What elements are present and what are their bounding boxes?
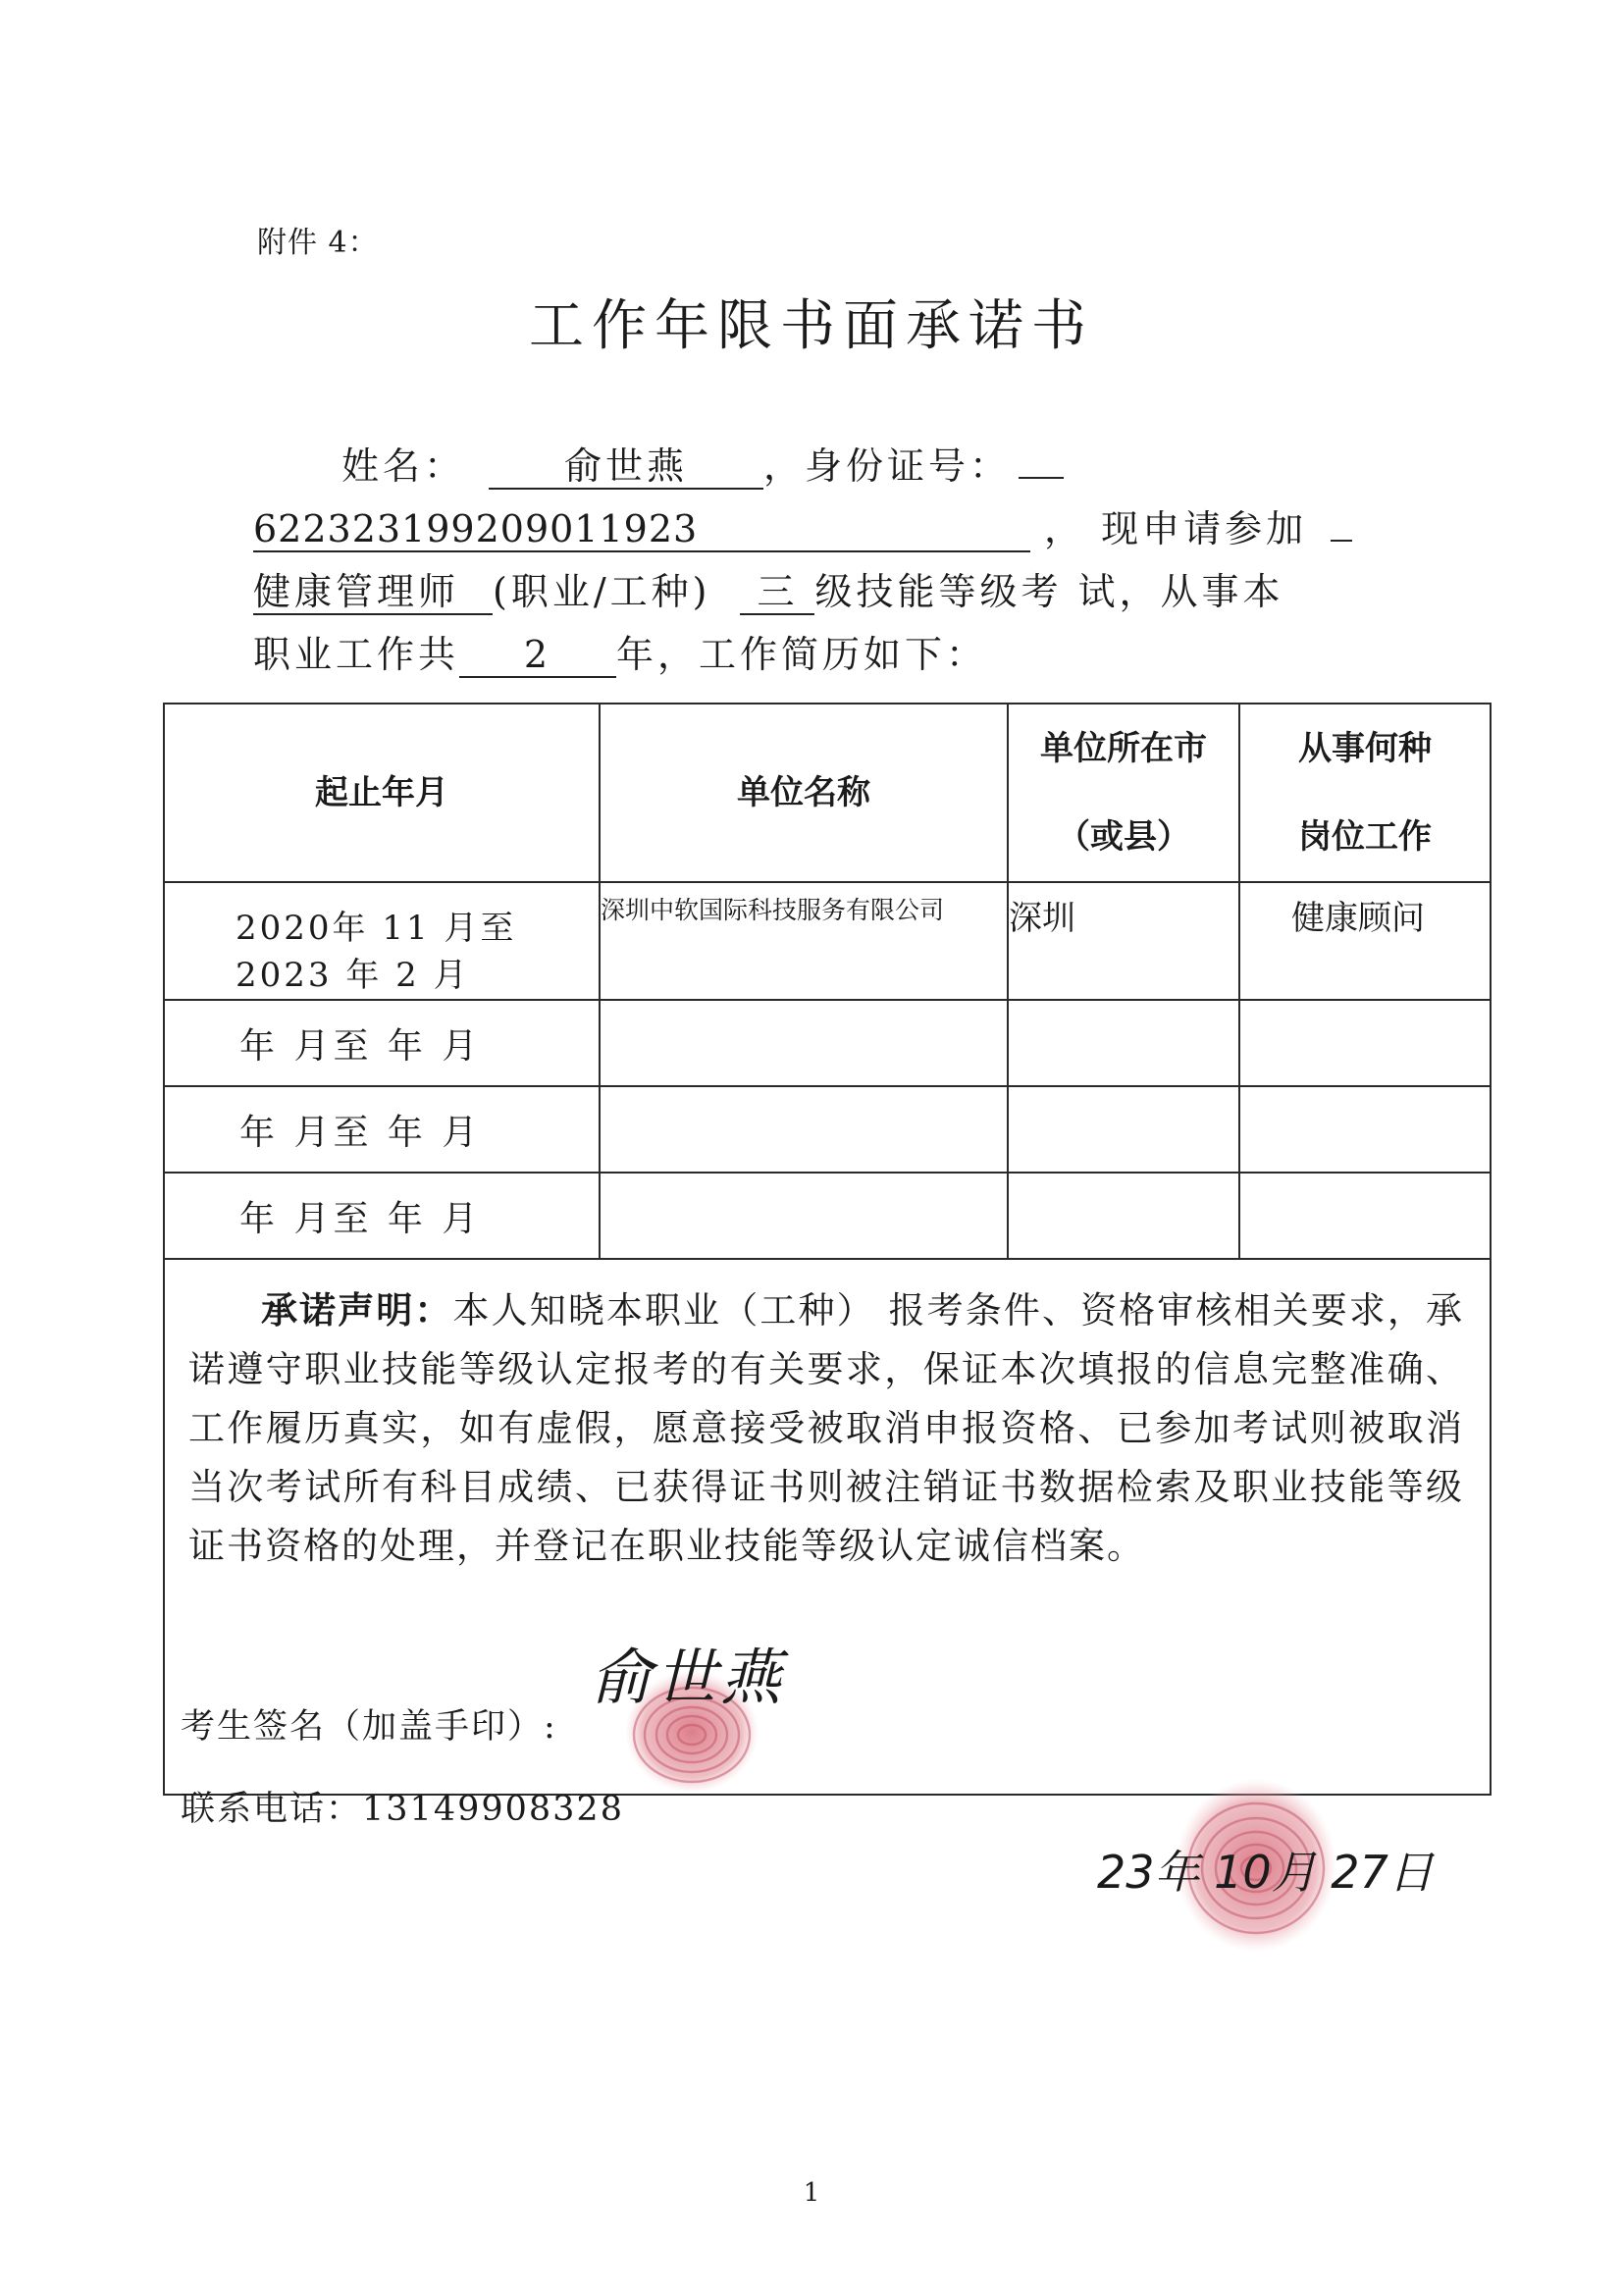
attachment-label: 附件 4：: [257, 226, 379, 260]
signature-row: [181, 1699, 557, 1748]
row1-city: 深圳: [1008, 882, 1239, 1000]
signature-label: 考生签名（加盖手印）:: [181, 1707, 557, 1747]
intro-line-1: [341, 436, 1064, 490]
row3-period: 年 月至 年 月: [164, 1086, 600, 1173]
commitment-body: 本人知晓本职业（工种） 报考条件、资格审核相关要求，承诺遵守职业技能等级认定报考的有关要求，保证本次填报的信息完整准确、工作履历真实，如有虚假，愿意接受被取消申报资格、已参加考试则被取消当次考试所有科目成绩、已获得证书则被注销证书数据检索及职业技能等级证书资格的处理，并登记在职业技能等级认定诚信档案。: [188, 1289, 1465, 1567]
document-title: 工作年限书面承诺书: [529, 294, 1094, 358]
row4-company: [600, 1173, 1008, 1259]
handwritten-date: 23年 10月 27日: [1097, 1846, 1434, 1899]
table-row: [164, 1000, 1491, 1086]
header-city: [1008, 704, 1239, 882]
level-suffix: 级技能等级考 试，从事本: [814, 570, 1284, 613]
occupation-suffix: (职业/工种): [493, 570, 711, 613]
row1-post: 健康顾问: [1239, 882, 1491, 1000]
page-number: 1: [803, 2178, 820, 2208]
row4-city: [1008, 1173, 1239, 1259]
row4-period: 年 月至 年 月: [164, 1173, 600, 1259]
row3-company: [600, 1086, 1008, 1173]
intro-line-3: [253, 561, 1284, 615]
occupation-field: 健康管理师: [253, 572, 493, 615]
commitment-row: [164, 1259, 1491, 1795]
years-suffix: 年，工作简历如下：: [616, 633, 988, 676]
work-history-table: [163, 703, 1492, 1829]
header-post: [1239, 704, 1491, 882]
handwritten-signature: 俞世燕: [591, 1642, 786, 1713]
id-field-start: [1019, 477, 1064, 479]
commitment-statement: [188, 1281, 1464, 1576]
commitment-cell: [164, 1259, 1491, 1829]
id-field: 622323199209011923: [253, 509, 1030, 552]
name-field: 俞世燕: [489, 446, 763, 490]
row1-period-line2: 2023 年 2 月: [236, 956, 470, 995]
row1-period: [164, 882, 600, 1000]
phone-label: 联系电话：: [181, 1790, 363, 1829]
row2-company: [600, 1000, 1008, 1086]
row1-company: 深圳中软国际科技服务有限公司: [600, 882, 1008, 1000]
table-row: [164, 1086, 1491, 1173]
header-period: 起止年月: [164, 704, 600, 882]
phone-row: [181, 1782, 624, 1831]
years-field: 2: [459, 635, 616, 678]
row1-period-line1: 2020年 11 月至: [236, 909, 517, 948]
row2-period: 年 月至 年 月: [164, 1000, 600, 1086]
years-prefix: 职业工作共: [253, 633, 460, 676]
table-row: [164, 1173, 1491, 1259]
header-post-line1: 从事何种: [1298, 729, 1432, 768]
row4-post: [1239, 1173, 1491, 1259]
intro-line-2: [253, 498, 1352, 552]
table-header-row: [164, 704, 1491, 882]
phone-value: 13149908328: [362, 1790, 624, 1829]
apply-label: ， 现申请参加: [1044, 507, 1308, 550]
header-city-line2: （或县）: [1057, 817, 1190, 857]
row2-city: [1008, 1000, 1239, 1086]
row3-city: [1008, 1086, 1239, 1173]
apply-field-start: [1331, 540, 1352, 542]
commitment-heading: 承诺声明：: [261, 1289, 453, 1331]
header-company: 单位名称: [600, 704, 1008, 882]
intro-line-4: [253, 624, 987, 678]
table-row: [164, 882, 1491, 1000]
id-label: ，身份证号：: [763, 444, 1012, 488]
row2-post: [1239, 1000, 1491, 1086]
level-field: 三: [740, 572, 814, 615]
header-post-line2: 岗位工作: [1298, 817, 1432, 857]
header-city-line1: 单位所在市: [1040, 729, 1207, 768]
row3-post: [1239, 1086, 1491, 1173]
name-label: 姓名：: [341, 444, 466, 488]
